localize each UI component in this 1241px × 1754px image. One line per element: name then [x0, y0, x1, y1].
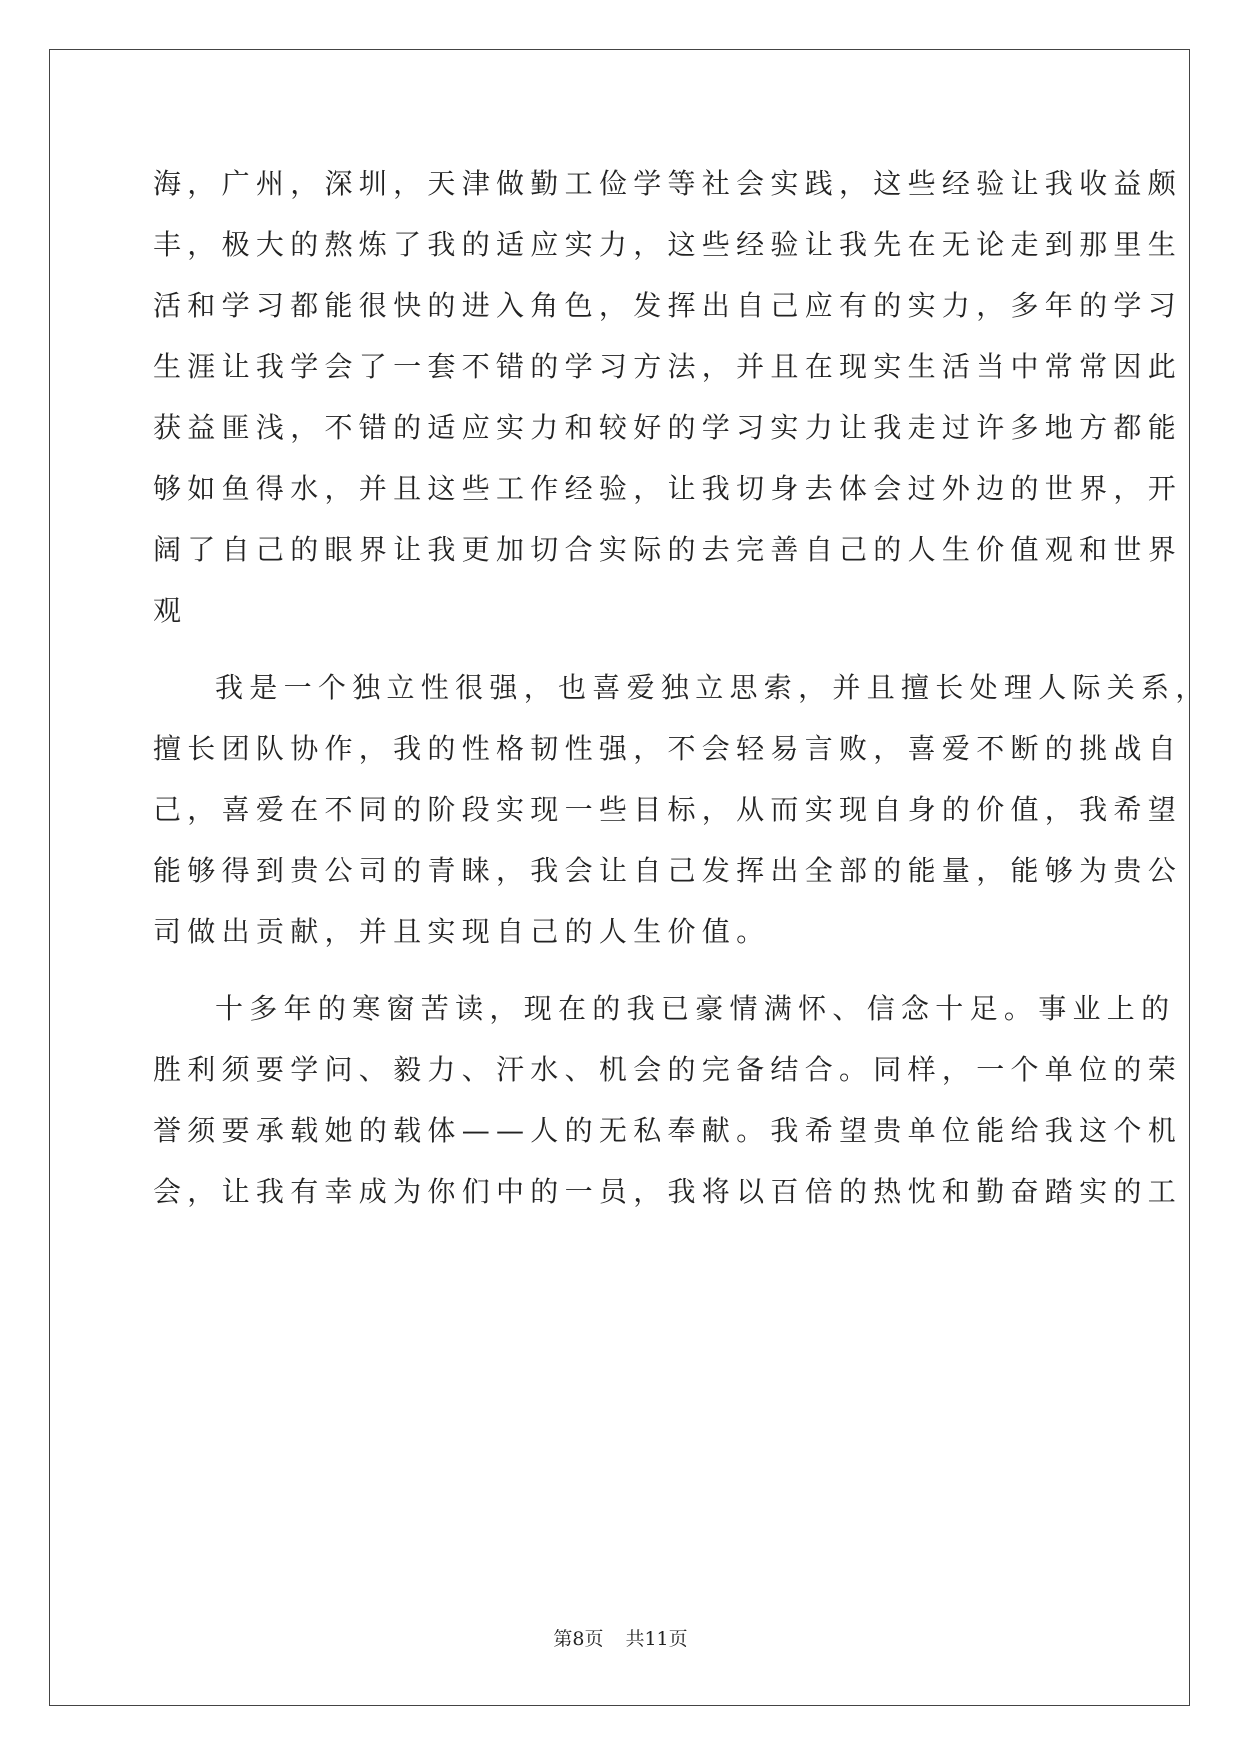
text-line: 会，让我有幸成为你们中的一员，我将以百倍的热忱和勤奋踏实的工 [153, 1175, 1183, 1208]
paragraph-1 [153, 153, 1183, 641]
text-line: 观 [153, 594, 188, 627]
text-line: 誉须要承载她的载体——人的无私奉献。我希望贵单位能给我这个机 [153, 1114, 1183, 1147]
text-line: 海，广州，深圳，天津做勤工俭学等社会实践，这些经验让我收益颇 [153, 167, 1183, 200]
text-line: 己，喜爱在不同的阶段实现一些目标，从而实现自身的价值，我希望 [153, 793, 1183, 826]
text-line: 擅长团队协作，我的性格韧性强，不会轻易言败，喜爱不断的挑战自 [153, 732, 1183, 765]
paragraph-2 [153, 657, 1210, 962]
page-total: 共11页 [625, 1628, 688, 1650]
document-body [153, 153, 1210, 1222]
text-line: 活和学习都能很快的进入角色，发挥出自己应有的实力，多年的学习 [153, 289, 1183, 322]
text-line: 丰，极大的熬炼了我的适应实力，这些经验让我先在无论走到那里生 [153, 228, 1183, 261]
page-footer [0, 1624, 1241, 1651]
text-line: 能够得到贵公司的青睐，我会让自己发挥出全部的能量，能够为贵公 [153, 854, 1183, 887]
text-line: 胜利须要学问、毅力、汗水、机会的完备结合。同样，一个单位的荣 [153, 1053, 1183, 1086]
page-number: 第8页 [553, 1628, 604, 1650]
text-line: 阔了自己的眼界让我更加切合实际的去完善自己的人生价值观和世界 [153, 533, 1183, 566]
text-line: 生涯让我学会了一套不错的学习方法，并且在现实生活当中常常因此 [153, 350, 1183, 383]
text-line: 十多年的寒窗苦读，现在的我已豪情满怀、信念十足。事业上的 [215, 992, 1176, 1025]
text-line: 司做出贡献，并且实现自己的人生价值。 [153, 915, 771, 948]
text-line: 够如鱼得水，并且这些工作经验，让我切身去体会过外边的世界，开 [153, 472, 1183, 505]
paragraph-3 [153, 978, 1183, 1222]
text-line: 获益匪浅，不错的适应实力和较好的学习实力让我走过许多地方都能 [153, 411, 1183, 444]
text-line: 我是一个独立性很强，也喜爱独立思索，并且擅长处理人际关系， [215, 671, 1210, 704]
